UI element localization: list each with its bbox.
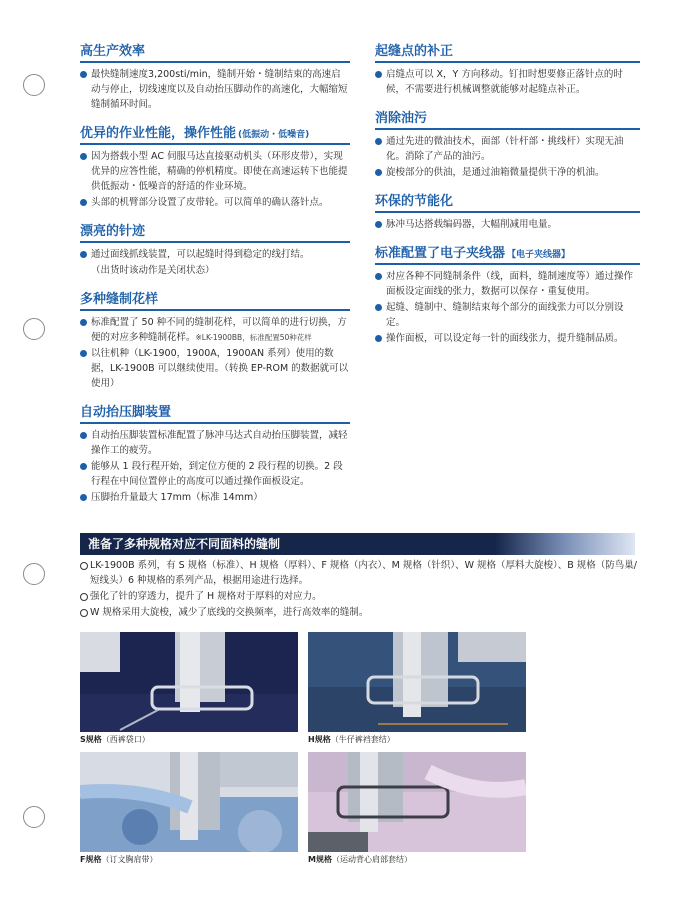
spec-item: LK-1900B 系列，有 S 规格（标准）、H 规格（厚料）、F 规格（内衣）、M 规格（针织）、W 规格（厚料大旋梭）、B 规格（防鸟巢/短线头）6 种规格的系列产品，根据用途进行选择。	[80, 558, 640, 588]
section-patterns	[80, 288, 350, 391]
section-operability	[80, 122, 350, 210]
photo-s-spec	[80, 632, 298, 732]
bullet-dot	[375, 273, 382, 280]
feature-bullet: 通过面线抓线装置，可以起缝时得到稳定的线打结。	[80, 247, 350, 262]
bullet-dot	[375, 169, 382, 176]
feature-bullet: 旋梭部分的供油，是通过油箱微量提供干净的机油。	[375, 165, 640, 180]
banner-title: 准备了多种规格对应不同面料的缝制	[88, 537, 281, 551]
bullet-dot	[80, 153, 87, 160]
ring-bullet-icon	[80, 562, 88, 570]
section-tag: 【电子夹线器】	[507, 250, 571, 260]
section-start-point	[375, 40, 640, 97]
feature-bullet: 标准配置了 50 种不同的缝制花样，可以简单的进行切换，方便的对应多种缝制花样。※LK-1900BB，标准配置50种花样	[80, 315, 350, 345]
bullet-dot	[80, 350, 87, 357]
spec-item: W 规格采用大旋梭，减少了底线的交换频率，进行高效率的缝制。	[80, 605, 640, 620]
bullet-dot	[80, 463, 87, 470]
binder-hole	[23, 806, 45, 828]
section-stitch	[80, 220, 350, 278]
feature-bullet: 起缝、缝制中、缝制结束每个部分的面线张力可以分别设定。	[375, 300, 640, 330]
section-title: 消除油污	[375, 107, 640, 130]
section-title: 自动抬压脚装置	[80, 401, 350, 424]
bullet-dot	[80, 494, 87, 501]
bullet-dot	[375, 335, 382, 342]
section-title: 优异的作业性能，操作性能 (低振动・低噪音)	[80, 122, 350, 145]
spec-list	[80, 558, 640, 621]
right-column	[375, 40, 640, 356]
feature-bullet: 能够从 1 段行程开始，到定位方便的 2 段行程的切换。2 段行程在中间位置停止的高度可以通过操作面板设定。	[80, 459, 350, 489]
spec-item: 强化了针的穿透力，提升了 H 规格对于厚料的对应力。	[80, 589, 640, 604]
binder-hole	[23, 318, 45, 340]
section-presser-foot	[80, 401, 350, 505]
section-title: 起缝点的补正	[375, 40, 640, 63]
spec-banner	[80, 533, 635, 555]
feature-bullet: 操作面板，可以设定每一针的面线张力，提升缝制品质。	[375, 331, 640, 346]
bullet-dot	[375, 221, 382, 228]
feature-bullet: 脉冲马达搭载编码器，大幅削减用电量。	[375, 217, 640, 232]
section-tension	[375, 242, 640, 346]
section-title: 高生产效率	[80, 40, 350, 63]
feature-bullet: 因为搭载小型 AC 伺服马达直接驱动机头（环形皮带），实现优异的应答性能，精确的停机精度。即使在高速运转下也能提供低振动・低噪音的舒适的作业环境。	[80, 149, 350, 194]
section-tag: (低振动・低噪音)	[238, 130, 310, 140]
photo-caption: H规格（牛仔裤裆套结）	[308, 735, 395, 744]
left-column	[80, 40, 350, 515]
bullet-dot	[80, 432, 87, 439]
ring-bullet-icon	[80, 593, 88, 601]
section-title: 环保的节能化	[375, 190, 640, 213]
photo-h-spec	[308, 632, 526, 732]
binder-hole	[23, 563, 45, 585]
photo-caption: S规格（西裤袋口）	[80, 735, 150, 744]
section-title: 漂亮的针迹	[80, 220, 350, 243]
bullet-dot	[80, 319, 87, 326]
binder-hole	[23, 74, 45, 96]
section-title: 标准配置了电子夹线器 【电子夹线器】	[375, 242, 640, 265]
footnote: ※LK-1900BB，标准配置50种花样	[195, 333, 312, 342]
photo-f-spec	[80, 752, 298, 852]
ring-bullet-icon	[80, 609, 88, 617]
feature-bullet: 压脚抬升量最大 17mm（标准 14mm）	[80, 490, 350, 505]
section-oil	[375, 107, 640, 180]
photo-caption: M规格（运动背心肩部套结）	[308, 855, 412, 864]
feature-bullet: 头部的机臂部分设置了皮带轮。可以简单的确认落针点。	[80, 195, 350, 210]
feature-bullet: 对应各种不同缝制条件（线，面料，缝制速度等）通过操作面板设定面线的张力，数据可以保存・重复使用。	[375, 269, 640, 299]
feature-bullet: 自动抬压脚装置标准配置了脉冲马达式自动抬压脚装置，减轻操作工的疲劳。	[80, 428, 350, 458]
bullet-dot	[375, 71, 382, 78]
feature-bullet: 启缝点可以 X，Y 方向移动。钉扣时想要修正落针点的时候，不需要进行机械调整就能够对起缝点补正。	[375, 67, 640, 97]
bullet-dot	[80, 251, 87, 258]
feature-bullet: 以往机种（LK-1900，1900A，1900AN 系列）使用的数据，LK-1900B 可以继续使用。（转换 EP-ROM 的数据就可以使用）	[80, 346, 350, 391]
bullet-dot	[375, 304, 382, 311]
photo-caption: F规格（订文胸肩带）	[80, 855, 158, 864]
bullet-dot	[375, 138, 382, 145]
section-title: 多种缝制花样	[80, 288, 350, 311]
bullet-dot	[80, 199, 87, 206]
section-energy	[375, 190, 640, 232]
photo-m-spec	[308, 752, 526, 852]
bullet-dot	[80, 71, 87, 78]
section-efficiency	[80, 40, 350, 112]
feature-bullet: 通过先进的微油技术，面部（针杆部・挑线杆）实现无油化。消除了产品的油污。	[375, 134, 640, 164]
section-note: （出货时该动作是关闭状态）	[91, 265, 215, 276]
feature-bullet: 最快缝制速度3,200sti/min，缝制开始・缝制结束的高速启动与停止，切线速度以及自动抬压脚动作的高速化，大幅缩短缝制循环时间。	[80, 67, 350, 112]
banner-gradient	[495, 533, 635, 555]
